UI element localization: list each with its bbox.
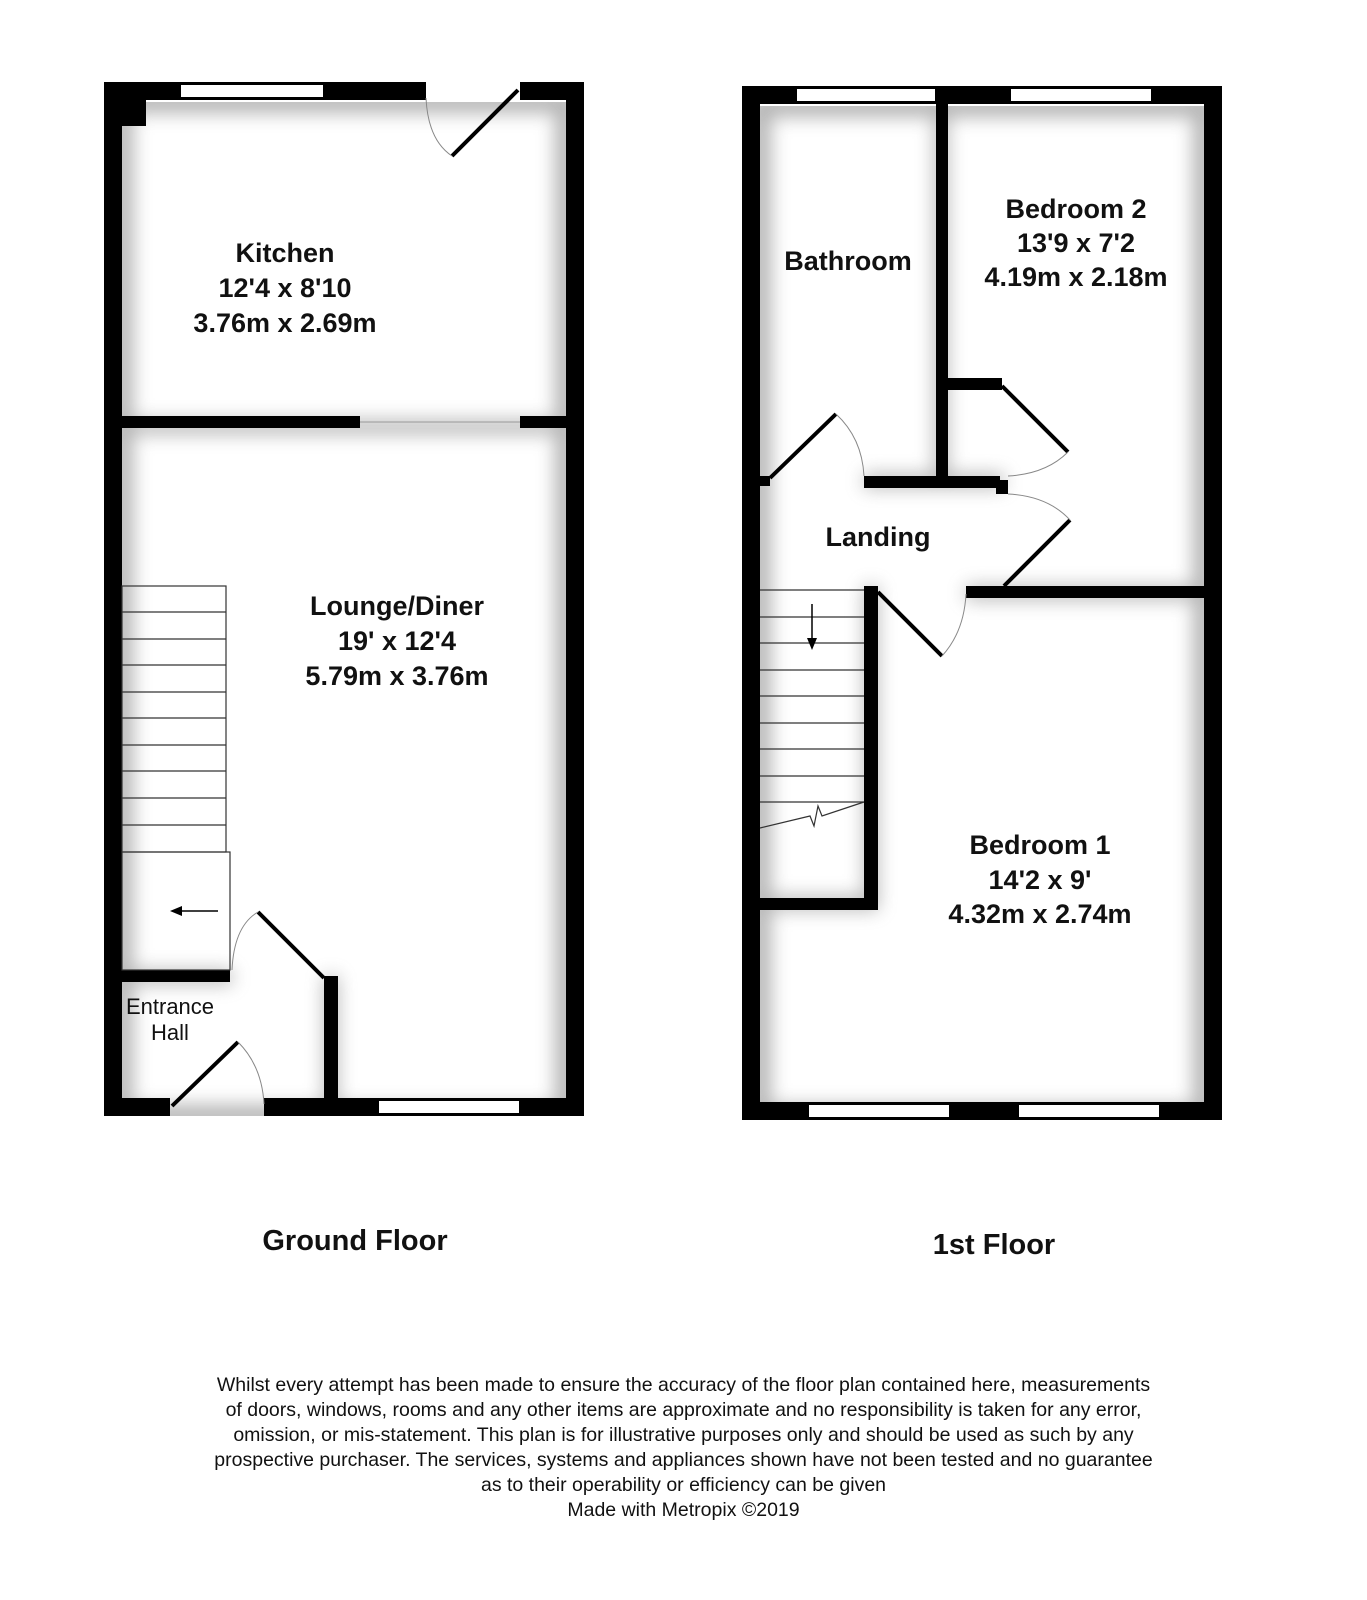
ff-cupboard-door-swing: [1008, 452, 1068, 476]
disclaimer-line: Whilst every attempt has been made to ensure the accuracy of the floor plan contained here, measurements: [216, 1374, 1151, 1396]
gf-hall-wall-vertical: [324, 976, 338, 1116]
metropix-credit: Made with Metropix ©2019: [567, 1499, 800, 1521]
disclaimer-line: of doors, windows, rooms and any other items are approximate and no responsibility is taken for any error,: [225, 1399, 1142, 1421]
ff-bedroom1-window-left: [808, 1104, 950, 1118]
ff-bedroom-partition: [966, 586, 1204, 598]
ff-cupboard-door-icon: [1002, 386, 1068, 452]
ff-bathroom-door-icon: [770, 414, 836, 478]
bedroom1-name: Bedroom 1: [969, 830, 1111, 860]
ff-bedroom1-door-swing: [942, 594, 966, 656]
bathroom-name: Bathroom: [784, 246, 912, 276]
gf-wall-left: [104, 82, 122, 1116]
bedroom2-imperial: 13'9 x 7'2: [1017, 228, 1135, 258]
ff-cupboard-wall: [948, 378, 1002, 390]
bedroom2-metric: 4.19m x 2.18m: [984, 262, 1168, 292]
kitchen-name: Kitchen: [235, 238, 335, 268]
ff-bedroom1-window-right: [1018, 1104, 1160, 1118]
kitchen-metric: 3.76m x 2.69m: [193, 308, 377, 338]
ff-wall-post: [996, 480, 1008, 494]
ff-bedroom2-window: [1010, 88, 1152, 102]
disclaimer-line: as to their operability or efficiency can be given: [480, 1474, 887, 1496]
gf-staircase: [122, 586, 230, 970]
ff-bathroom-landing-wall: [864, 476, 1000, 488]
bedroom1-metric: 4.32m x 2.74m: [948, 899, 1132, 929]
ff-stair-bottom-wall: [760, 898, 878, 910]
first-floor-plan: [742, 86, 1222, 1261]
ff-staircase: [760, 590, 864, 828]
gf-partition-left: [122, 416, 360, 428]
ff-stair-wall: [864, 586, 878, 910]
bedroom1-imperial: 14'2 x 9': [988, 865, 1092, 895]
gf-front-door-swing: [238, 1042, 264, 1104]
ff-wall-left: [742, 86, 760, 1120]
gf-wall-top-right: [520, 82, 584, 100]
entrance-hall-name-line1: Entrance: [125, 994, 215, 1019]
disclaimer-line: prospective purchaser. The services, systems and appliances shown have not been tested and no guarantee: [214, 1449, 1153, 1471]
ff-bedroom1-door-icon: [878, 592, 942, 656]
ff-bathroom-door-swing: [836, 414, 864, 476]
ground-floor-title: Ground Floor: [262, 1225, 448, 1257]
gf-hall-door-icon: [258, 912, 324, 978]
lounge-imperial: 19' x 12'4: [338, 626, 456, 656]
gf-hall-door-swing: [232, 912, 258, 970]
lounge-name: Lounge/Diner: [310, 591, 484, 621]
ff-bathroom-wall-stub: [760, 476, 770, 486]
ff-wall-right: [1204, 86, 1222, 1120]
gf-kitchen-window: [180, 84, 324, 98]
kitchen-imperial: 12'4 x 8'10: [218, 273, 352, 303]
gf-hall-wall-horizontal: [122, 970, 230, 982]
gf-front-door-icon: [172, 1042, 238, 1106]
gf-wall-right: [566, 82, 584, 1116]
disclaimer-line: omission, or mis-statement. This plan is for illustrative purposes only and should be used as such by any: [233, 1424, 1134, 1446]
gf-partition-right: [520, 416, 566, 428]
gf-kitchen-door-icon: [452, 90, 518, 156]
gf-lounge-window: [378, 1100, 520, 1114]
bedroom2-name: Bedroom 2: [1005, 194, 1147, 224]
ground-floor-plan: [104, 82, 584, 1257]
ff-bedroom2-door-icon: [1004, 520, 1070, 586]
entrance-hall-name-line2: Hall: [151, 1020, 189, 1045]
disclaimer: [130, 1373, 1237, 1523]
gf-corner-block: [104, 82, 146, 126]
ff-bathroom-bedroom2-wall: [936, 104, 948, 484]
gf-wall-bottom-left: [104, 1098, 170, 1116]
ff-bedroom2-door-swing: [1008, 494, 1070, 520]
first-floor-title: 1st Floor: [932, 1229, 1056, 1261]
lounge-metric: 5.79m x 3.76m: [305, 661, 489, 691]
landing-name: Landing: [825, 522, 931, 552]
ff-bathroom-window: [796, 88, 936, 102]
